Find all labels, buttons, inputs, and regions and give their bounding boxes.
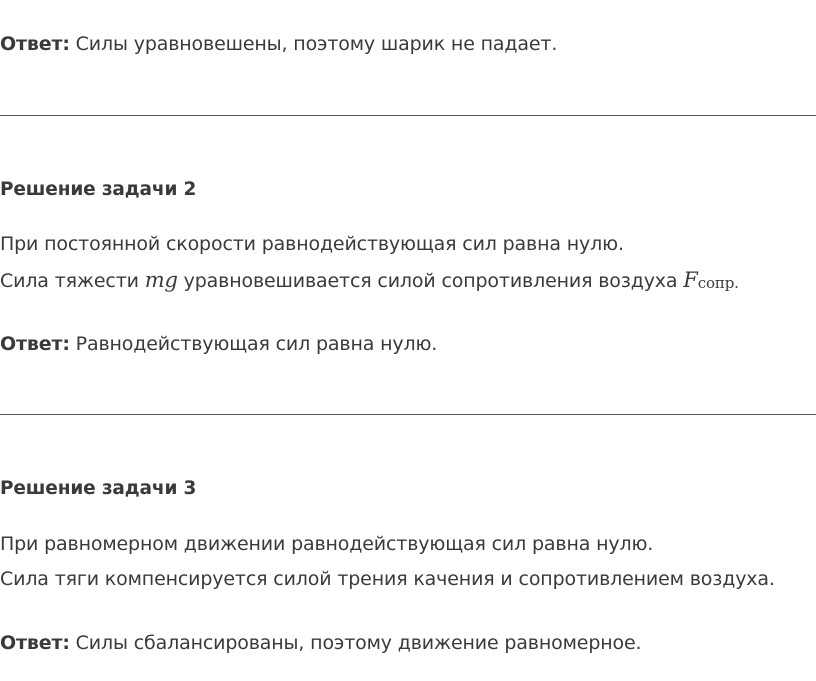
math-F: F [683, 268, 698, 292]
math-subscript: сопр [697, 274, 735, 292]
answer-text: Силы сбалансированы, поэтому движение равномерное. [69, 632, 642, 654]
task-2-line-1: При постоянной скорости равнодействующая сил равна нулю. [0, 233, 624, 255]
task-3-heading: Решение задачи 3 [0, 478, 197, 499]
answer-text: Равнодействующая сил равна нулю. [69, 333, 438, 355]
answer-label: Ответ: [0, 33, 70, 55]
math-period: . [734, 274, 739, 292]
divider [0, 414, 816, 415]
task-2-line-2 [0, 268, 739, 294]
answer-label: Ответ: [0, 333, 70, 355]
math-mg: mg [144, 268, 178, 292]
answer-2 [0, 332, 437, 356]
line-text: уравновешивается силой сопротивления воздуха [177, 270, 684, 292]
line-text: Сила тяжести [0, 270, 145, 292]
task-3-line-2: Сила тяги компенсируется силой трения качения и сопротивлением воздуха. [0, 568, 775, 590]
divider [0, 115, 816, 116]
answer-label: Ответ: [0, 632, 70, 654]
task-2-heading: Решение задачи 2 [0, 179, 197, 200]
answer-1 [0, 32, 557, 56]
answer-text: Силы уравновешены, поэтому шарик не падает. [69, 33, 558, 55]
task-3-line-1: При равномерном движении равнодействующая сил равна нулю. [0, 533, 654, 555]
answer-3 [0, 631, 641, 655]
